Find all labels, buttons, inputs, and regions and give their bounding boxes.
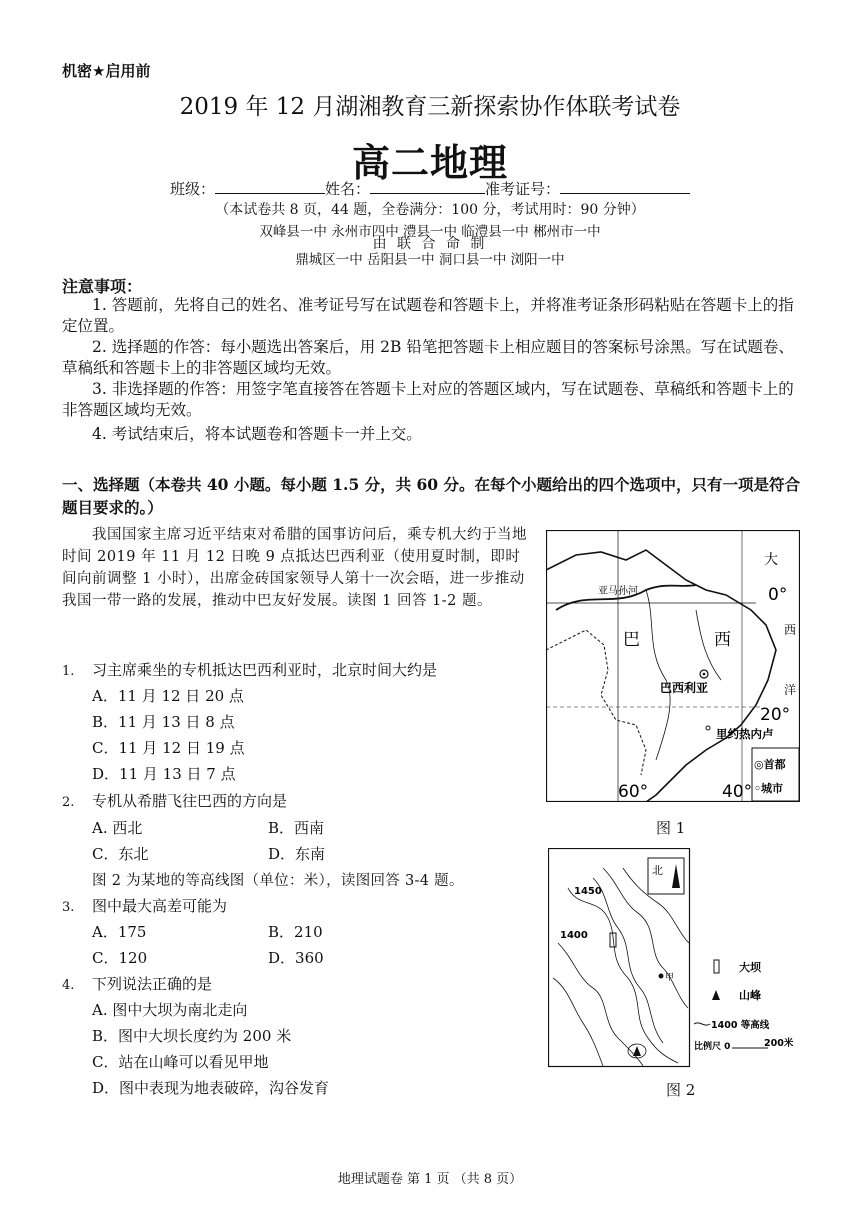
schools-line-1: 双峰县一中 永州市四中 澧县一中 临澧县一中 郴州市一中 [259, 224, 601, 240]
label-0-degree: 0° [768, 585, 788, 605]
schools-line-2: 鼎城区一中 岳阳县一中 洞口县一中 浏阳一中 [295, 252, 565, 268]
student-fields [0, 178, 860, 199]
subject-title: 高二地理 [351, 141, 508, 185]
section-heading: 一、选择题（本卷共 40 小题。每小题 1.5 分，共 60 分。在每个小题给出的四个选项中，只有一项是符合题目要求的。） [62, 475, 800, 517]
label-ba: 巴 [623, 630, 640, 650]
q2-option-a[interactable]: A. 西北 [92, 819, 143, 837]
label-40-degree: 40° [722, 782, 753, 802]
q1-option-c[interactable]: C．11 月 12 日 19 点 [92, 739, 245, 757]
exam-title: 2019 年 12 月湖湘教育三新探索协作体联考试卷 [179, 94, 681, 120]
figure-2-caption: 图 2 [666, 1081, 696, 1099]
question-stem: 下列说法正确的是 [92, 975, 213, 993]
note-4: 4. 考试结束后，将本试题卷和答题卡一并上交。 [92, 425, 422, 443]
question-3 [62, 895, 227, 916]
q2-option-c[interactable]: C．东北 [92, 845, 149, 863]
question-4 [62, 973, 212, 994]
q2-option-b[interactable]: B．西南 [268, 819, 325, 837]
q4-option-c[interactable]: C．站在山峰可以看见甲地 [92, 1053, 269, 1071]
scale-label: 比例尺 0 [694, 1042, 731, 1052]
label-rio: 里约热内卢 [716, 727, 774, 741]
legend-peak: 山峰 [739, 989, 761, 1002]
q1-option-a[interactable]: A．11 月 12 日 20 点 [92, 687, 244, 705]
q3-option-d[interactable]: D．360 [268, 949, 324, 967]
label-amazon: 亚马孙河 [598, 586, 638, 597]
note-1: 1. 答题前，先将自己的姓名、准考证号写在试题卷和答题卡上，并将准考证条形码粘贴在答题卡上的指定位置。 [62, 296, 794, 335]
question-number: 1. [62, 664, 75, 679]
legend-contour-icon [694, 1023, 710, 1025]
name-blank[interactable] [370, 179, 485, 194]
question-stem: 习主席乘坐的专机抵达巴西利亚时，北京时间大约是 [92, 661, 438, 679]
intro-paragraph-2: 图 2 为某地的等高线图（单位：米），读图回答 3-4 题。 [92, 873, 464, 889]
q2-option-d[interactable]: D．东南 [268, 845, 326, 863]
cooperation-text: 由 联 合 命 制 [372, 236, 488, 252]
question-stem: 专机从希腊飞往巴西的方向是 [92, 792, 288, 810]
question-number: 3. [62, 900, 75, 915]
question-1 [62, 659, 437, 680]
capital-dot [703, 673, 706, 676]
label-ocean: 大 [764, 552, 778, 568]
figure-1-map [546, 530, 800, 802]
jia-marker [659, 974, 664, 979]
page-footer: 地理试题卷 第 1 页 （共 8 页） [337, 1172, 523, 1187]
label-xi: 西 [784, 623, 797, 637]
q3-option-a[interactable]: A．175 [92, 923, 147, 941]
legend-city: ◦城市 [754, 782, 784, 795]
figure-1-caption: 图 1 [656, 819, 686, 837]
figure-2-contour-map [548, 848, 800, 1068]
jia-label: 甲 [665, 973, 675, 983]
q1-option-b[interactable]: B．11 月 13 日 8 点 [92, 713, 235, 731]
legend-capital: ◎首都 [754, 758, 786, 771]
id-label: 准考证号： [485, 180, 561, 198]
note-3: 3. 非选择题的作答：用签字笔直接答在答题卡上对应的答题区域内，写在试题卷、草稿纸和答题卡上的非答题区域均无效。 [62, 380, 794, 419]
legend-peak-icon [712, 990, 720, 1000]
q3-option-b[interactable]: B．210 [268, 923, 323, 941]
q1-option-d[interactable]: D．11 月 13 日 7 点 [92, 765, 236, 783]
id-blank[interactable] [560, 179, 690, 194]
confidential-label: 机密★启用前 [62, 62, 151, 80]
class-blank[interactable] [215, 179, 325, 194]
name-label: 姓名： [324, 180, 370, 198]
question-stem: 图中最大高差可能为 [92, 897, 228, 915]
q3-option-c[interactable]: C．120 [92, 949, 148, 967]
legend-contour: 1400 等高线 [711, 1020, 770, 1031]
q4-option-a[interactable]: A. 图中大坝为南北走向 [92, 1001, 248, 1019]
scale-end-label: 200米 [764, 1038, 794, 1049]
note-2: 2. 选择题的作答：每小题选出答案后，用 2B 铅笔把答题卡上相应题目的答案标号涂黑。写在试题卷、草稿纸和答题卡上的非答题区域均无效。 [62, 338, 794, 377]
notes-heading: 注意事项： [62, 277, 143, 296]
label-60-degree: 60° [618, 782, 649, 802]
q4-option-b[interactable]: B．图中大坝长度约为 200 米 [92, 1027, 292, 1045]
exam-info: （本试卷共 8 页，44 题，全卷满分：100 分，考试用时：90 分钟） [215, 202, 645, 218]
legend-dam: 大坝 [739, 961, 761, 974]
label-yang: 洋 [784, 683, 797, 697]
contour-label-1450: 1450 [574, 886, 602, 897]
label-20-degree: 20° [760, 705, 791, 725]
north-label: 北 [652, 864, 663, 877]
question-number: 4. [62, 978, 75, 993]
label-brasilia: 巴西利亚 [660, 681, 709, 695]
intro-paragraph-1: 我国国家主席习近平结束对希腊的国事访问后，乘专机大约于当地时间 2019 年 11 月 12 日晚 9 点抵达巴西利亚（使用夏时制，即时间向前调整 1 小时），出席金砖国家领导人第十一次会晤，进一步推动我国一带一路的发展，推动中巴友好发展。读图 1 回答 1-2 题。 [62, 527, 527, 609]
question-2 [62, 790, 287, 811]
label-xi2: 西 [714, 630, 731, 650]
question-number: 2. [62, 795, 75, 810]
q4-option-d[interactable]: D．图中表现为地表破碎，沟谷发育 [92, 1079, 330, 1097]
contour-label-1400: 1400 [560, 930, 588, 941]
class-label: 班级： [169, 180, 215, 198]
legend-dam-icon [714, 960, 719, 973]
